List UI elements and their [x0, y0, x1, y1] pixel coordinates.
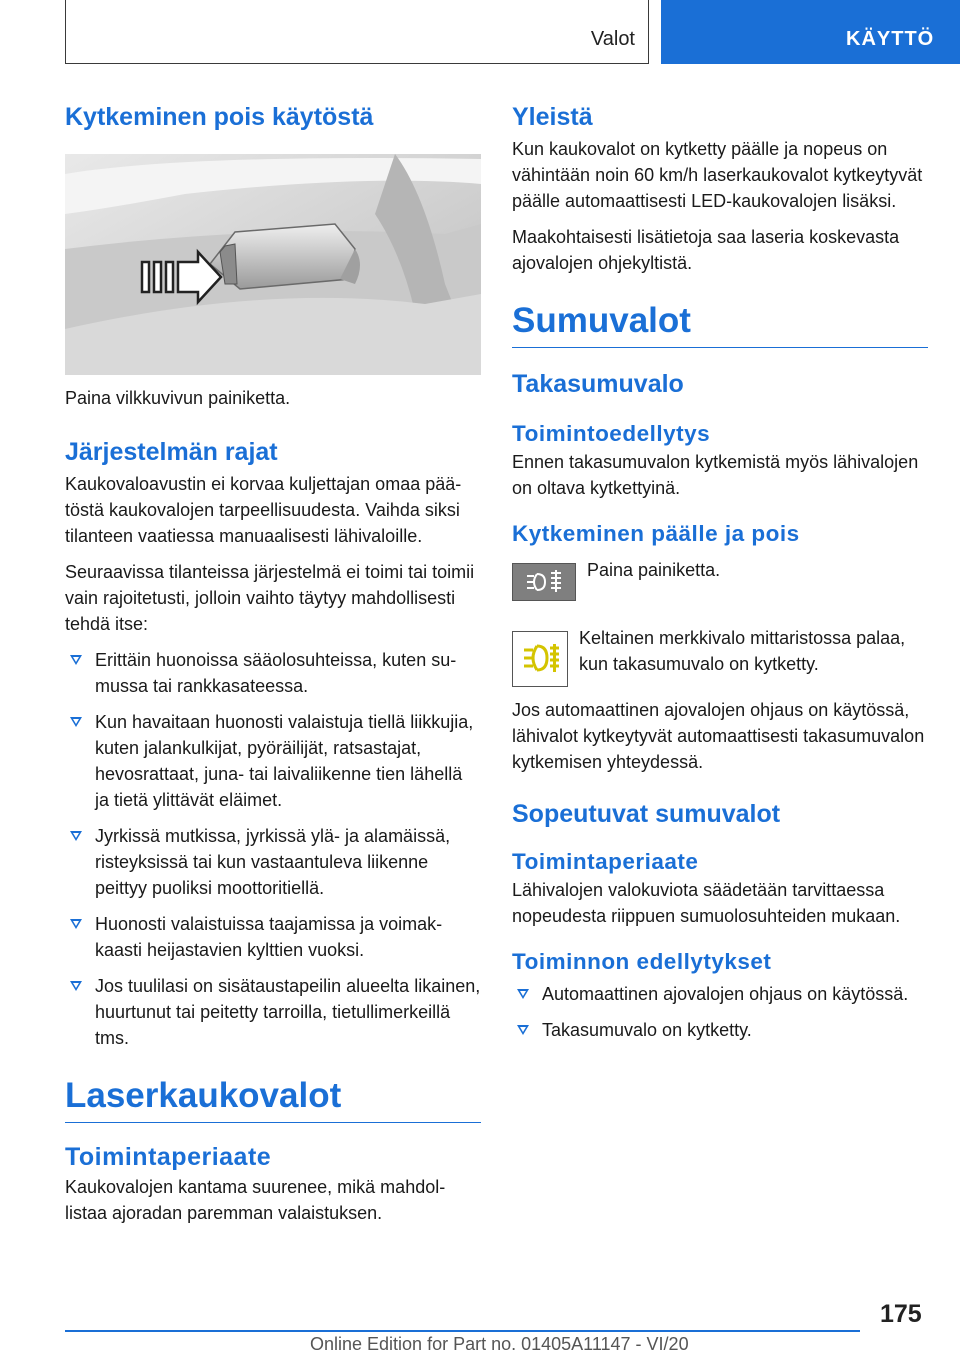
- bullet-triangle-icon: [517, 1025, 529, 1035]
- limits-list: [65, 647, 481, 1051]
- general-paragraph-2: Maakohtaisesti lisätietoja saa laseria koskevasta ajovalojen ohjekyltistä.: [512, 227, 900, 273]
- footer-divider: [65, 1330, 860, 1332]
- rear-fog-indicator-icon: [512, 631, 568, 687]
- indicator-text: Keltainen merkkivalo mittaristossa palaa, kun takasumuvalo on kytketty.: [579, 628, 906, 674]
- list-item: Huonosti valaistuissa taajamissa ja voimakkaasti heijastavien kylttien vuoksi.: [65, 911, 481, 963]
- list-item: Automaattinen ajovalojen ohjaus on käytössä.: [512, 981, 928, 1007]
- left-column: [65, 100, 481, 1226]
- stalk-button-illustration: [65, 154, 481, 375]
- general-paragraph-1: Kun kaukovalot on kytketty päälle ja nopeus on vähintään noin 60 km/h laserkaukovalot kytkeytyvät päälle automaattisesti LED-kaukovalojen lisäksi.: [512, 139, 923, 211]
- press-button-row: [512, 559, 928, 613]
- bullet-triangle-icon: [70, 981, 82, 991]
- list-item: Kun havaitaan huonosti valaistuja tiellä liikkujia, kuten jalankulkijat, pyöräilijät, ratsastajat, hevosrattaat, juna- tai laivaliikenne tien lähellä ja tietä ylittävät eläimet.: [65, 709, 481, 813]
- header-chapter-tab: [661, 0, 960, 64]
- requirements-list: [512, 981, 928, 1043]
- limits-paragraph-1: Kaukovaloavustin ei korvaa kuljettajan omaa päätöstä kaukovalojen tarpeellisuudesta. Vaihda siksi tilanteen vaatiessa manuaalisesti lähivaloille.: [65, 474, 462, 546]
- heading-principle-2: Toimintaperiaate: [512, 849, 699, 874]
- press-button-text: Paina painiketta.: [587, 560, 721, 580]
- heading-switch-off: Kytkeminen pois käytöstä: [65, 103, 374, 131]
- limits-paragraph-2: Seuraavissa tilanteissa järjestelmä ei toimi tai toimii vain rajoitetusti, jolloin vaihto täytyy mahdollisesti tehdä itse:: [65, 562, 475, 634]
- heading-on-off: Kytkeminen päälle ja pois: [512, 521, 800, 546]
- header-frame: [65, 0, 649, 64]
- heading-general: Yleistä: [512, 103, 593, 131]
- heading-rear-fog: Takasumuvalo: [512, 370, 684, 398]
- heading-fog-lights: Sumuvalot: [512, 301, 928, 348]
- principle2-paragraph: Lähivalojen valokuviota säädetään tarvittaessa nopeudesta riippuen sumuolosuhteiden mukaan.: [512, 880, 901, 926]
- page-number: 175: [880, 1300, 922, 1328]
- right-column: [512, 100, 928, 1043]
- stalk-illustration: [65, 154, 481, 375]
- bullet-triangle-icon: [70, 717, 82, 727]
- list-item: Jyrkissä mutkissa, jyrkissä ylä- ja alamäissä, risteyksissä tai kun vastaantuleva liikenne peittyy puoliksi moottoritiellä.: [65, 823, 481, 901]
- bullet-triangle-icon: [517, 989, 529, 999]
- image-caption: Paina vilkkuvivun painiketta.: [65, 388, 291, 408]
- condition-paragraph: Ennen takasumuvalon kytkemistä myös lähivalojen on oltava kytkettyinä.: [512, 452, 919, 498]
- bullet-triangle-icon: [70, 831, 82, 841]
- list-item: Takasumuvalo on kytketty.: [512, 1017, 928, 1043]
- auto-paragraph: Jos automaattinen ajovalojen ohjaus on käytössä, lähivalot kytkeytyvät automaattisesti takasumuvalon kytkemisen yhteydessä.: [512, 700, 925, 772]
- heading-system-limits: Järjestelmän rajat: [65, 438, 278, 466]
- bullet-triangle-icon: [70, 655, 82, 665]
- heading-requirements: Toiminnon edellytykset: [512, 949, 772, 974]
- list-item: Erittäin huonoissa sääolosuhteissa, kuten sumussa tai rankkasateessa.: [65, 647, 481, 699]
- list-item: Jos tuulilasi on sisätaustapeilin alueelta likainen, huurtunut tai peitetty tarroilla, tietullimerkeillä tms.: [65, 973, 481, 1051]
- indicator-row: [512, 627, 928, 697]
- heading-condition: Toimintoedellytys: [512, 421, 711, 446]
- principle-paragraph: Kaukovalojen kantama suurenee, mikä mahdollistaa ajoradan paremman valaistuksen.: [65, 1177, 446, 1223]
- heading-adaptive-fog: Sopeutuvat sumuvalot: [512, 800, 781, 828]
- rear-fog-button-icon: [512, 563, 576, 601]
- heading-laser-high-beams: Laserkaukovalot: [65, 1076, 481, 1123]
- footer-edition: Online Edition for Part no. 01405A11147 - VI/20: [310, 1334, 689, 1354]
- bullet-triangle-icon: [70, 919, 82, 929]
- header-section-title: Valot: [590, 28, 635, 50]
- header-chapter-label: KÄYTTÖ: [846, 28, 935, 50]
- heading-principle: Toimintaperiaate: [65, 1143, 272, 1171]
